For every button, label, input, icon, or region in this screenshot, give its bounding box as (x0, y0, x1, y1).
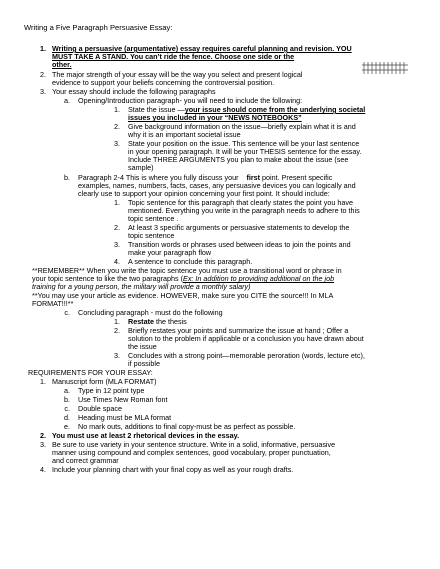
sec-c-item-3-line-2: if possible (128, 359, 160, 368)
sec-a-item-2-number: 2. (114, 122, 120, 131)
req-1b-letter: b. (64, 395, 70, 404)
req-1a-text: Type in 12 point type (78, 386, 145, 395)
req-1b-text: Use Times New Roman font (78, 395, 168, 404)
remember-line-1: **REMEMBER** When you write the topic sentence you must use a transitional word or phrase in (32, 266, 342, 275)
sec-b-item-2-line-1: At least 3 specific arguments or persuasive statements to develop the (128, 223, 350, 232)
req-3-line-2: manner using compound and complex sentences, good vocabulary, proper punctuation, (52, 448, 331, 457)
req-3-number: 3. (40, 440, 46, 449)
req-1-number: 1. (40, 377, 46, 386)
item-2-number: 2. (40, 70, 46, 79)
section-b-line-3: clearly use to support your opinion concerning your first point. It should include: (78, 189, 330, 198)
sec-a-item-3-line-3: Include THREE ARGUMENTS you plan to make about the issue (see (128, 155, 349, 164)
req-1e-text: No mark outs, additions to final copy-must be as perfect as possible. (78, 422, 296, 431)
remember-line-5: FORMAT!!!** (32, 299, 74, 308)
sec-b-item-1-line-1: Topic sentence for this paragraph that clearly states the point you have (128, 198, 353, 207)
req-1d-text: Heading must be MLA format (78, 413, 172, 422)
remember-line-4: **You may use your article as evidence. HOWEVER, make sure you CITE the source!!! In MLA (32, 291, 334, 300)
sec-c-item-3-number: 3. (114, 351, 120, 360)
sec-a-item-3-number: 3. (114, 139, 120, 148)
sec-a-item-1-line-2: issues you included in your “NEWS NOTEBOOKS” (128, 113, 302, 122)
req-1a-letter: a. (64, 386, 70, 395)
item-3-text: Your essay should include the following paragraphs (52, 87, 216, 96)
sec-c-item-2-line-2: solution to the problem if applicable or a conclusion you have drawn about (128, 334, 364, 343)
sec-a-item-2-line-2: why it is an important societal issue (128, 130, 241, 139)
req-1e-letter: e. (64, 422, 70, 431)
sec-b-item-3-line-2: make your paragraph flow (128, 248, 212, 257)
sec-a-item-3-line-2: in your opening paragraph. It will be your THESIS sentence for the essay. (128, 147, 362, 156)
req-2-number: 2. (40, 431, 46, 440)
sec-b-item-1-line-2: mentioned. Everything you write in the paragraph needs to adhere to this (128, 206, 360, 215)
item-1-number: 1. (40, 44, 46, 53)
sec-a-item-1-number: 1. (114, 105, 120, 114)
section-b-line-1: Paragraph 2-4 This is where you fully discuss your first point. Present specific (78, 173, 333, 182)
sec-a-item-1-line-1: State the issue —your issue should come from the underlying societal (128, 105, 366, 114)
sec-b-item-2-line-2: topic sentence (128, 231, 175, 240)
sec-b-item-3-number: 3. (114, 240, 120, 249)
sec-b-item-1-number: 1. (114, 198, 120, 207)
item-1-line-3: other. (52, 60, 72, 69)
sec-b-item-3-line-1: Transition words or phrases used between ideas to join the points and (128, 240, 351, 249)
fence-icon (362, 60, 408, 74)
item-2-line-2: evidence to support your beliefs concerning the controversial position. (52, 78, 275, 87)
req-4-number: 4. (40, 465, 46, 474)
remember-line-2: your topic sentence to like the two paragraphs (Ex: In addition to providing additional on the job (32, 274, 335, 283)
sec-c-item-1-text: Restate the thesis (128, 317, 187, 326)
section-a-letter: a. (64, 96, 70, 105)
section-b-letter: b. (64, 173, 70, 182)
sec-a-item-3-line-4: sample) (128, 163, 154, 172)
sec-a-item-2-line-1: Give background information on the issue—briefly explain what it is and (128, 122, 356, 131)
sec-b-item-4-number: 4. (114, 257, 120, 266)
req-3-line-3: and correct grammar (52, 456, 119, 465)
req-3-line-1: Be sure to use variety in your sentence structure. Write in a solid, informative, persuasive (52, 440, 336, 449)
sec-b-item-1-line-3: topic sentence . (128, 214, 179, 223)
req-4-text: Include your planning chart with your final copy as well as your rough drafts. (52, 465, 294, 474)
sec-c-item-2-line-1: Briefly restates your points and summarize the issue at hand ; Offer a (128, 326, 349, 335)
req-1c-letter: c. (64, 404, 70, 413)
sec-c-item-3-line-1: Concludes with a strong point—memorable peroration (words, lecture etc), (128, 351, 365, 360)
req-1c-text: Double space (78, 404, 122, 413)
sec-b-item-2-number: 2. (114, 223, 120, 232)
section-c-text: Concluding paragraph - must do the following (78, 308, 223, 317)
section-b-line-2: examples, names, numbers, facts, cases, any persuasive devices you can logically and (78, 181, 356, 190)
sec-a-item-3-line-1: State your position on the issue. This sentence will be your last sentence (128, 139, 360, 148)
item-1-line-2: MUST TAKE A STAND. You can’t ride the fence. Choose one side or the (52, 52, 295, 61)
req-2-text: You must use at least 2 rhetorical devices in the essay. (52, 431, 240, 440)
req-1-text: Manuscript form (MLA FORMAT) (52, 377, 157, 386)
req-1d-letter: d. (64, 413, 70, 422)
item-1-line-1: Writing a persuasive (argumentative) essay requires careful planning and revision. YOU (52, 44, 352, 53)
sec-c-item-2-number: 2. (114, 326, 120, 335)
sec-b-item-4-text: A sentence to conclude this paragraph. (128, 257, 253, 266)
sec-c-item-1-number: 1. (114, 317, 120, 326)
page-title: Writing a Five Paragraph Persuasive Essay: (24, 23, 173, 32)
item-2-line-1: The major strength of your essay will be the way you select and present logical (52, 70, 303, 79)
remember-line-3: training for a young person, the military will provide a monthly salary) (32, 282, 251, 291)
sec-c-item-2-line-3: the issue (128, 342, 157, 351)
requirements-heading: REQUIREMENTS FOR YOUR ESSAY: (28, 368, 153, 377)
section-a-text: Opening/Introduction paragraph- you will need to include the following: (78, 96, 303, 105)
section-c-letter: c. (64, 308, 70, 317)
item-3-number: 3. (40, 87, 46, 96)
